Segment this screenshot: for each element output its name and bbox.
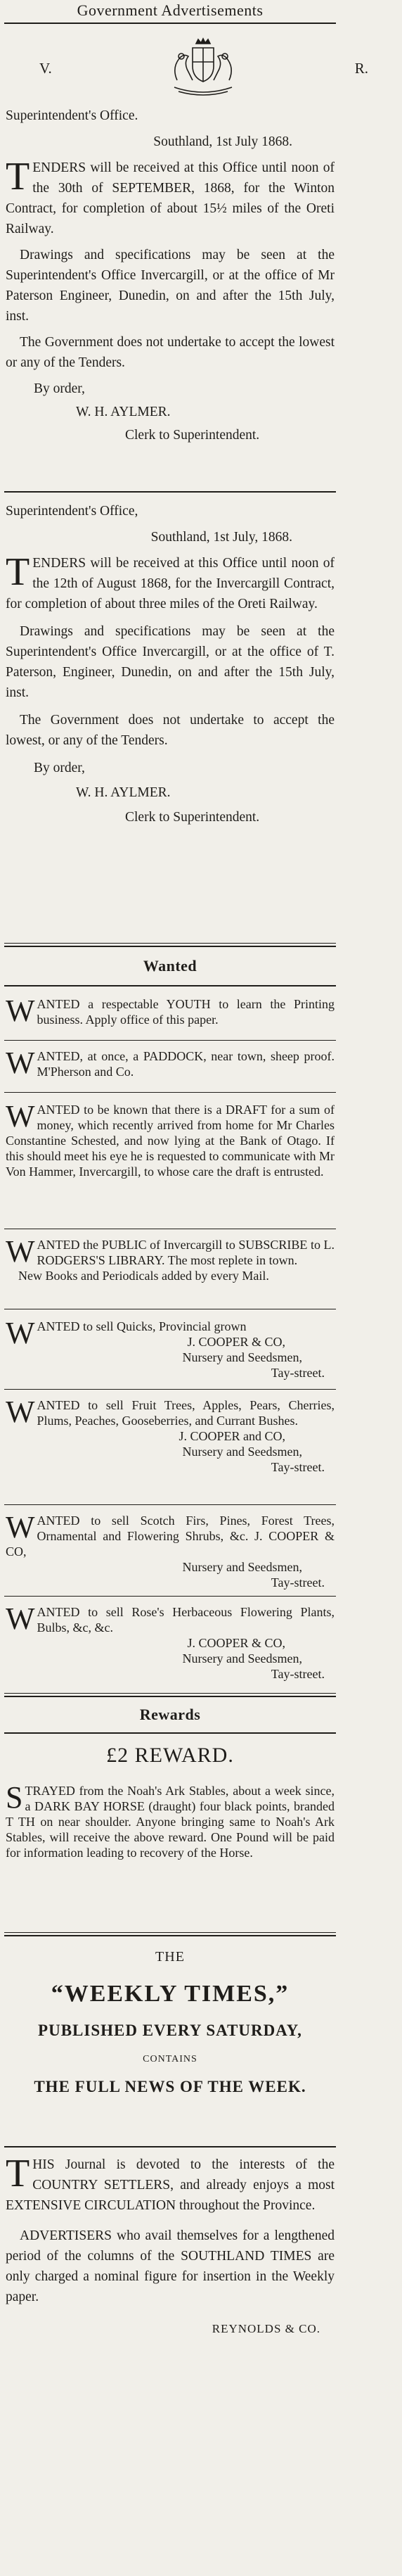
section-heading-wanted: Wanted <box>143 957 197 975</box>
section-heading-government: Government Advertisements <box>77 1 264 19</box>
reward-title: £2 REWARD. <box>106 1744 234 1767</box>
signer-name: W. H. AYLMER. <box>76 405 171 419</box>
wanted-ad <box>6 1234 335 1283</box>
crest-letter-left: V. <box>39 59 52 77</box>
divider <box>4 1932 336 1936</box>
wanted-ad <box>6 996 335 1027</box>
drawings-paragraph: Drawings and specifications may be seen at the Superintendent's Office Invercargill, or at the office of T. Paterson, Engineer, Dunedin, on and after the 15th July, inst. <box>6 624 335 700</box>
firm-street: Tay-street. <box>271 1366 325 1380</box>
drop-cap: W <box>6 1099 35 1134</box>
divider <box>4 1389 336 1390</box>
drop-cap: W <box>6 1046 35 1080</box>
divider <box>4 1732 336 1734</box>
divider <box>4 491 336 493</box>
weekly-times-title: “WEEKLY TIMES,” <box>51 1981 290 2007</box>
journal-paragraph <box>6 2152 335 2216</box>
section-heading-rewards: Rewards <box>139 1706 201 1723</box>
signer-name: W. H. AYLMER. <box>76 785 171 800</box>
firm-name: J. COOPER & CO, <box>187 1335 285 1349</box>
signer-title: Clerk to Superintendent. <box>125 428 260 443</box>
firm-description: Nursery and Seedsmen, <box>182 1350 302 1364</box>
drop-cap: W <box>6 994 35 1028</box>
drop-cap: W <box>6 1395 35 1429</box>
contains-label: CONTAINS <box>143 2054 197 2064</box>
weekly-times-body <box>6 2152 335 2339</box>
wanted-ad <box>6 1048 335 1079</box>
firm-description: Nursery and Seedsmen, <box>182 1651 302 1665</box>
ad-text <box>6 1780 335 1860</box>
ad-body: ANTED to sell Scotch Firs, Pines, Forest Trees, Ornamental and Flowering Shrubs, &c. J. COOPER & CO, <box>6 1514 335 1559</box>
divider <box>4 943 336 947</box>
ad-body: ANTED, at once, a PADDOCK, near town, sheep proof. M'Pherson and Co. <box>37 1049 335 1079</box>
ad-text <box>6 1099 335 1179</box>
drop-cap: T <box>6 2152 30 2195</box>
firm-street: Tay-street. <box>271 1667 325 1681</box>
ad-body: TRAYED from the Noah's Ark Stables, about a week since, a DARK BAY HORSE (draught) four black points, branded T TH on near shoulder. Anyone bringing same to Noah's Ark Stables, will receive the above reward. One Pound will be paid for information leading to recovery of the Horse. <box>6 1784 335 1860</box>
ad-text <box>6 996 335 1027</box>
drop-cap: T <box>6 155 30 198</box>
tender-ad-winton <box>6 106 335 445</box>
divider <box>4 23 336 24</box>
firm-description: Nursery and Seedsmen, <box>182 1560 302 1574</box>
office-line: Superintendent's Office, <box>6 504 138 519</box>
signer-title: Clerk to Superintendent. <box>125 810 260 825</box>
firm-name: J. COOPER & CO, <box>187 1636 285 1650</box>
ad-text-secondary: New Books and Periodicals added by every Mail. <box>18 1269 269 1283</box>
divider <box>4 1040 336 1041</box>
ad-text <box>6 1510 335 1559</box>
firm-street: Tay-street. <box>271 1460 325 1474</box>
advertisers-paragraph: ADVERTISERS who avail themselves for a lengthened period of the columns of the SOUTHLAND TIMES are only charged a nominal figure for insertion in the Weekly paper. <box>6 2228 335 2304</box>
wanted-ad <box>6 1397 335 1475</box>
ad-body: ANTED to be known that there is a DRAFT for a sum of money, which recently arrived from home for Mr Charles Constantine Schested, and now lying at the Bank of Otago. If this should meet his eye he is requested to communicate with Mr Von Hammer, Invercargill, to whose care the draft is entrusted. <box>6 1103 335 1179</box>
disclaimer-paragraph: The Government does not undertake to accept the lowest or any of the Tenders. <box>6 335 335 370</box>
firm-description: Nursery and Seedsmen, <box>182 1445 302 1459</box>
by-order: By order, <box>34 381 85 396</box>
ad-text <box>6 1601 335 1636</box>
ad-text <box>6 1234 335 1269</box>
by-order: By order, <box>34 761 85 775</box>
divider <box>4 2146 336 2147</box>
tender-paragraph <box>6 155 335 239</box>
tender-paragraph <box>6 550 335 614</box>
drop-cap: S <box>6 1780 23 1815</box>
ad-body: ANTED to sell Rose's Herbaceous Flowering Plants, Bulbs, &c, &c. <box>37 1605 335 1635</box>
drop-cap: T <box>6 550 30 594</box>
full-news-line: THE FULL NEWS OF THE WEEK. <box>34 2078 306 2095</box>
tender-text: ENDERS will be received at this Office until noon of the 30th of SEPTEMBER, 1868, for the Winton Contract, for completion of about 15½ miles of the Oreti Railway. <box>6 160 335 236</box>
ad-body: ANTED to sell Fruit Trees, Apples, Pears, Cherries, Plums, Peaches, Gooseberries, and Currant Bushes. <box>37 1398 335 1428</box>
ad-text <box>6 1397 335 1428</box>
ad-body: ANTED the PUBLIC of Invercargill to SUBSCRIBE to L. RODGERS'S LIBRARY. The most replete in town. <box>37 1238 335 1267</box>
journal-text: HIS Journal is devoted to the interests of the COUNTRY SETTLERS, and already enjoys a most EXTENSIVE CIRCULATION throughout the Province. <box>6 2157 335 2213</box>
disclaimer-paragraph: The Government does not undertake to accept the lowest, or any of the Tenders. <box>6 713 335 748</box>
tender-text: ENDERS will be received at this Office until noon of the 12th of August 1868, for the Invercargill Contract, for completion of about three miles of the Oreti Railway. <box>6 556 335 611</box>
wanted-ad <box>6 1316 335 1381</box>
royal-coat-of-arms-icon <box>164 38 242 99</box>
drop-cap: W <box>6 1510 35 1544</box>
divider <box>4 985 336 986</box>
tender-ad-invercargill <box>6 501 335 827</box>
dateline: Southland, 1st July, 1868. <box>150 530 292 545</box>
divider <box>4 1504 336 1505</box>
firm-street: Tay-street. <box>271 1575 325 1590</box>
drawings-paragraph: Drawings and specifications may be seen at the Superintendent's Office Invercargill, or at the office of Mr Paterson Engineer, Dunedin, on and after the 15th July, inst. <box>6 248 335 324</box>
drop-cap: W <box>6 1601 35 1636</box>
ad-body: ANTED a respectable YOUTH to learn the Printing business. Apply office of this paper. <box>37 997 335 1027</box>
divider <box>4 1693 336 1697</box>
weekly-times-ad <box>6 1949 335 2096</box>
divider <box>4 1596 336 1597</box>
dateline: Southland, 1st July 1868. <box>153 134 292 149</box>
wanted-ad <box>6 1510 335 1590</box>
wanted-ad <box>6 1099 335 1179</box>
publisher-footer: REYNOLDS & CO. <box>212 2322 320 2335</box>
drop-cap: W <box>6 1234 35 1269</box>
published-line: PUBLISHED EVERY SATURDAY, <box>38 2022 302 2039</box>
ad-body: ANTED to sell Quicks, Provincial grown <box>37 1319 247 1333</box>
firm-name: J. COOPER and CO, <box>179 1429 285 1443</box>
drop-cap: W <box>6 1316 35 1350</box>
the-label: THE <box>155 1949 185 1965</box>
divider <box>4 1092 336 1093</box>
wanted-ad <box>6 1601 335 1682</box>
crest-letter-right: R. <box>354 59 368 77</box>
royal-crest-row <box>6 37 402 100</box>
ad-text <box>6 1048 335 1079</box>
reward-ad <box>6 1744 335 1860</box>
office-line: Superintendent's Office. <box>6 108 138 123</box>
